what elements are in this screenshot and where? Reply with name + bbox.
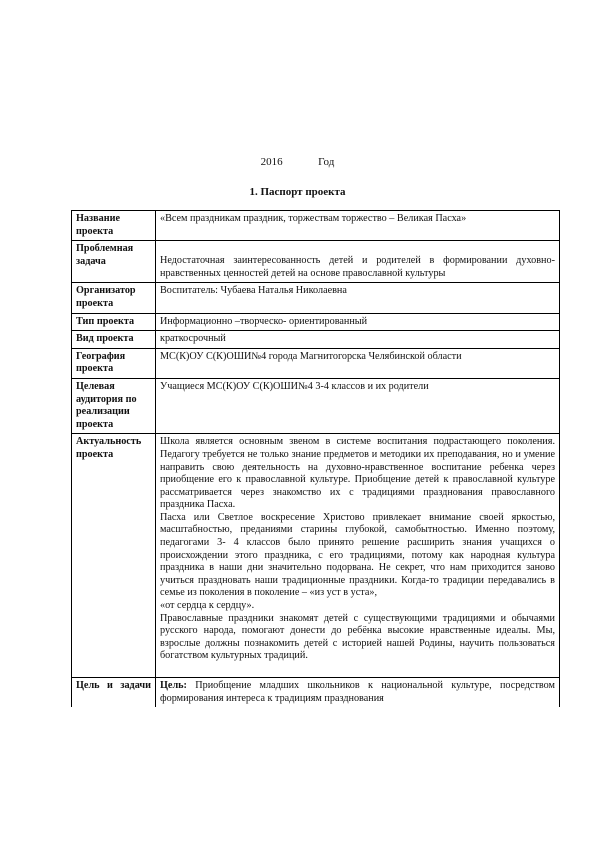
- row-value: [156, 678, 560, 708]
- table-row: [72, 331, 560, 349]
- row-label: Проблемная задача: [72, 241, 156, 283]
- row-value: МС(К)ОУ С(К)ОШИ№4 города Магнитогорска Челябинской области: [156, 348, 560, 378]
- table-row: [72, 378, 560, 433]
- paragraph: «от сердца к сердцу».: [160, 600, 255, 612]
- row-value: Недостаточная заинтересованность детей и родителей в формировании духовно-нравственных ценностей детей на основе православной культуры: [156, 241, 560, 283]
- table-row: [72, 241, 560, 283]
- table-row: [72, 211, 560, 241]
- row-label: Вид проекта: [72, 331, 156, 349]
- paragraph: Школа является основным звеном в системе воспитания подрастающего поколения. Педагогу требуется не только знание предметов и методики их преподавания, но и умение направить свою деятельность на духовно-нравственное воспитание ребенка через приобщение его к православной культуре. Приобщение детей к православной культуре рассматривается через знакомство их с традициями празднования православного праздника Пасха.: [160, 436, 555, 511]
- row-value: Информационно –творческо- ориентированный: [156, 313, 560, 331]
- year-word: Год: [318, 156, 335, 168]
- table-row: [72, 678, 560, 708]
- row-label: Актуальность проекта: [72, 434, 156, 678]
- section-title: 1. Паспорт проекта: [249, 186, 346, 198]
- row-value: Воспитатель: Чубаева Наталья Николаевна: [156, 283, 560, 313]
- year-line: [0, 156, 595, 168]
- goal-text: Приобщение младших школьников к национальной культуре, посредством формирования интереса к традициям празднования: [160, 680, 555, 704]
- row-label: Организатор проекта: [72, 283, 156, 313]
- table-row: [72, 313, 560, 331]
- row-label: География проекта: [72, 348, 156, 378]
- table-row: [72, 348, 560, 378]
- project-passport-table: [71, 210, 560, 707]
- row-value: Учащиеся МС(К)ОУ С(К)ОШИ№4 3-4 классов и их родители: [156, 378, 560, 433]
- table-row: [72, 283, 560, 313]
- row-label: Название проекта: [72, 211, 156, 241]
- paragraph: Православные праздники знакомят детей с существующими традициями и обычаями русского народа, помогают донести до ребёнка высокие нравственные идеалы. Мы, взрослые должны познакомить детей с историей нашей Родины, научить пользоваться богатством культурных традиций.: [160, 612, 555, 662]
- table-row: [72, 434, 560, 678]
- row-label: Тип проекта: [72, 313, 156, 331]
- row-value: краткосрочный: [156, 331, 560, 349]
- relevance-text: [156, 434, 560, 678]
- paragraph: Пасха или Светлое воскресение Христово привлекает внимание своей яркостью, масштабностью, преданиями старины глубокой, самобытностью. Именно поэтому, педагогами 3- 4 классов было принято решение расширить знания учащихся о происхождении этого праздника, с его традициями, потому как народная культура праздника в наши дни значительно подорвана. Не секрет, что нам приходится заново учиться праздновать наши традиционные праздники. Когда-то традиции передавались в семье из поколения в поколение – «из уст в уста»,: [160, 511, 555, 599]
- goal-prefix: Цель:: [160, 680, 187, 691]
- year-number: 2016: [260, 156, 283, 168]
- row-value: «Всем праздникам праздник, торжествам торжество – Великая Пасха»: [156, 211, 560, 241]
- row-label: Цель и задачи: [72, 678, 156, 708]
- row-label: Целевая аудитория по реализации проекта: [72, 378, 156, 433]
